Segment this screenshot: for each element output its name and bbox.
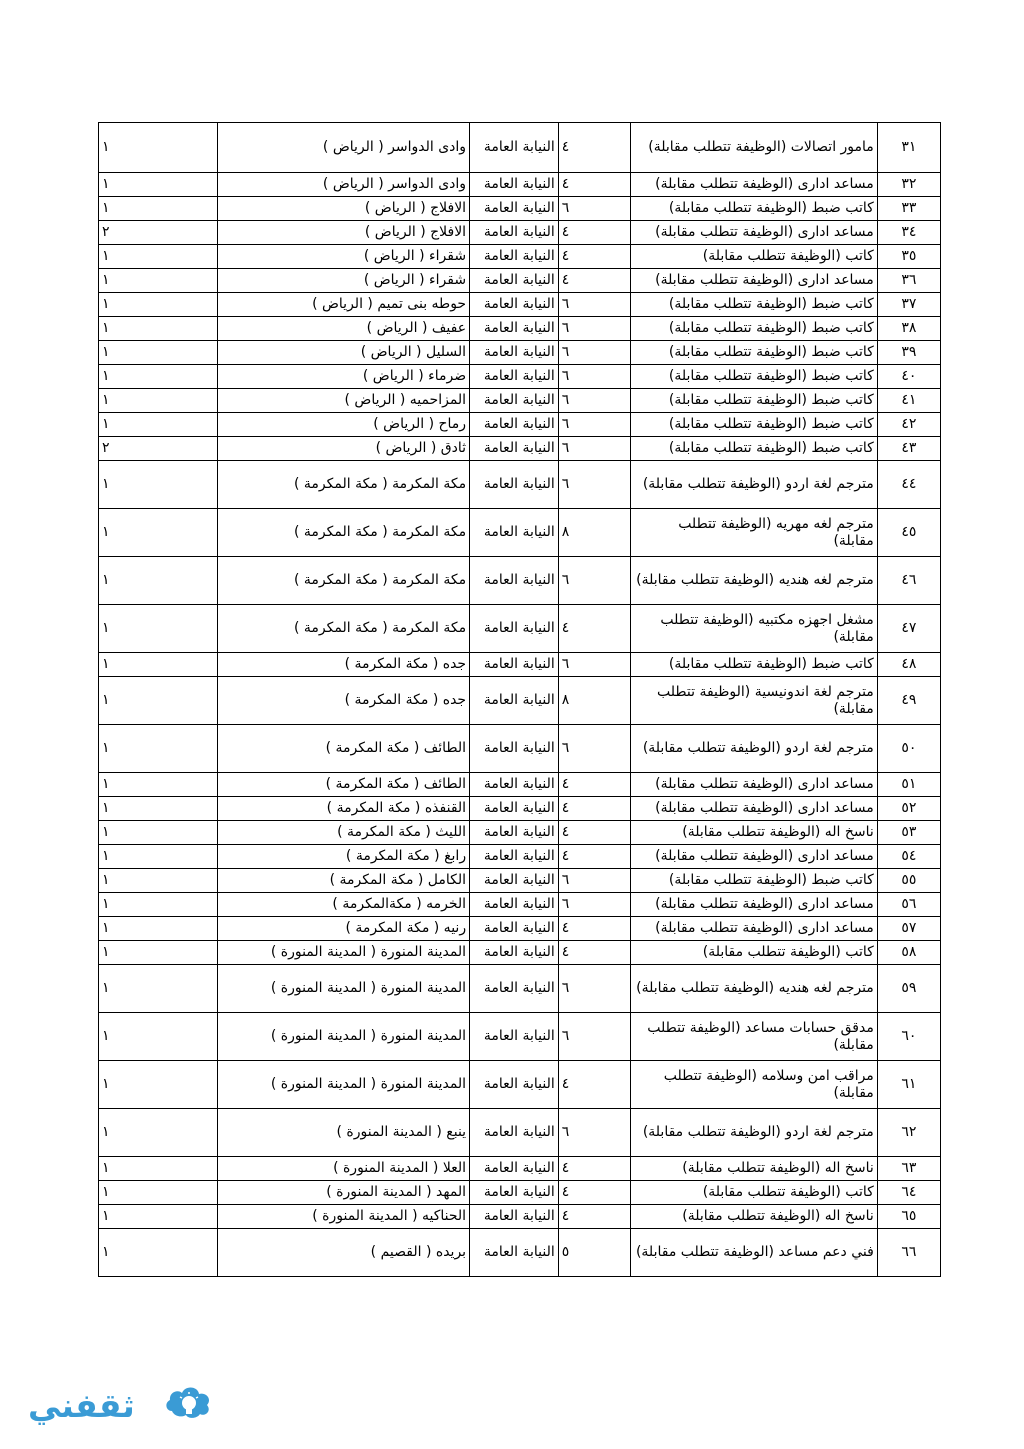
location-cell: الطائف ( مكة المكرمة ) xyxy=(218,773,470,797)
grade-cell: ٦ xyxy=(558,197,630,221)
grade-cell: ٦ xyxy=(558,461,630,509)
department-cell: النيابة العامة xyxy=(470,269,559,293)
location-cell: رابغ ( مكة المكرمة ) xyxy=(218,845,470,869)
grade-cell: ٤ xyxy=(558,1157,630,1181)
location-cell: رنيه ( مكة المكرمة ) xyxy=(218,917,470,941)
vacancy-count-cell: ١ xyxy=(99,1013,218,1061)
row-number-cell: ٦٥ xyxy=(877,1205,940,1229)
location-cell: جده ( مكة المكرمة ) xyxy=(218,653,470,677)
department-cell: النيابة العامة xyxy=(470,797,559,821)
job-title-cell: كاتب ضبط (الوظيفة تتطلب مقابلة) xyxy=(631,293,878,317)
table-row xyxy=(99,221,941,245)
row-number-cell: ٤٣ xyxy=(877,437,940,461)
location-cell: مكة المكرمة ( مكة المكرمة ) xyxy=(218,509,470,557)
grade-cell: ٦ xyxy=(558,341,630,365)
vacancy-count-cell: ١ xyxy=(99,557,218,605)
vacancy-count-cell: ١ xyxy=(99,1157,218,1181)
job-title-cell: ناسخ اله (الوظيفة تتطلب مقابلة) xyxy=(631,1157,878,1181)
grade-cell: ٦ xyxy=(558,965,630,1013)
grade-cell: ٤ xyxy=(558,245,630,269)
job-title-cell: كاتب ضبط (الوظيفة تتطلب مقابلة) xyxy=(631,389,878,413)
row-number-cell: ٦٤ xyxy=(877,1181,940,1205)
vacancy-count-cell: ١ xyxy=(99,773,218,797)
department-cell: النيابة العامة xyxy=(470,605,559,653)
grade-cell: ٤ xyxy=(558,845,630,869)
vacancy-count-cell: ١ xyxy=(99,1181,218,1205)
table-row xyxy=(99,269,941,293)
location-cell: جده ( مكة المكرمة ) xyxy=(218,677,470,725)
job-title-cell: ناسخ اله (الوظيفة تتطلب مقابلة) xyxy=(631,821,878,845)
row-number-cell: ٤٦ xyxy=(877,557,940,605)
job-title-cell: مساعد ادارى (الوظيفة تتطلب مقابلة) xyxy=(631,221,878,245)
location-cell: المدينة المنورة ( المدينة المنورة ) xyxy=(218,965,470,1013)
row-number-cell: ٤٩ xyxy=(877,677,940,725)
location-cell: بريده ( القصيم ) xyxy=(218,1229,470,1277)
vacancy-count-cell: ١ xyxy=(99,845,218,869)
job-title-cell: كاتب (الوظيفة تتطلب مقابلة) xyxy=(631,245,878,269)
table-row xyxy=(99,725,941,773)
grade-cell: ٤ xyxy=(558,605,630,653)
grade-cell: ٤ xyxy=(558,1205,630,1229)
row-number-cell: ٥٥ xyxy=(877,869,940,893)
vacancy-count-cell: ١ xyxy=(99,341,218,365)
department-cell: النيابة العامة xyxy=(470,1181,559,1205)
grade-cell: ٦ xyxy=(558,557,630,605)
row-number-cell: ٦٦ xyxy=(877,1229,940,1277)
job-title-cell: كاتب ضبط (الوظيفة تتطلب مقابلة) xyxy=(631,365,878,389)
location-cell: مكة المكرمة ( مكة المكرمة ) xyxy=(218,461,470,509)
job-title-cell: كاتب ضبط (الوظيفة تتطلب مقابلة) xyxy=(631,341,878,365)
department-cell: النيابة العامة xyxy=(470,197,559,221)
department-cell: النيابة العامة xyxy=(470,123,559,173)
job-title-cell: مترجم لغه مهريه (الوظيفة تتطلب مقابلة) xyxy=(631,509,878,557)
vacancy-count-cell: ١ xyxy=(99,197,218,221)
grade-cell: ٦ xyxy=(558,869,630,893)
location-cell: الافلاج ( الرياض ) xyxy=(218,221,470,245)
department-cell: النيابة العامة xyxy=(470,869,559,893)
grade-cell: ٦ xyxy=(558,413,630,437)
row-number-cell: ٣٨ xyxy=(877,317,940,341)
grade-cell: ٦ xyxy=(558,653,630,677)
department-cell: النيابة العامة xyxy=(470,893,559,917)
grade-cell: ٨ xyxy=(558,677,630,725)
grade-cell: ٦ xyxy=(558,437,630,461)
department-cell: النيابة العامة xyxy=(470,389,559,413)
department-cell: النيابة العامة xyxy=(470,413,559,437)
department-cell: النيابة العامة xyxy=(470,245,559,269)
grade-cell: ٤ xyxy=(558,221,630,245)
row-number-cell: ٤٤ xyxy=(877,461,940,509)
row-number-cell: ٦٢ xyxy=(877,1109,940,1157)
grade-cell: ٥ xyxy=(558,1229,630,1277)
location-cell: الكامل ( مكة المكرمة ) xyxy=(218,869,470,893)
row-number-cell: ٣٥ xyxy=(877,245,940,269)
vacancy-count-cell: ٢ xyxy=(99,437,218,461)
table-row xyxy=(99,821,941,845)
row-number-cell: ٤٧ xyxy=(877,605,940,653)
department-cell: النيابة العامة xyxy=(470,677,559,725)
table-row xyxy=(99,123,941,173)
row-number-cell: ٣٩ xyxy=(877,341,940,365)
location-cell: القنفذه ( مكة المكرمة ) xyxy=(218,797,470,821)
job-title-cell: مامور اتصالات (الوظيفة تتطلب مقابلة) xyxy=(631,123,878,173)
lightbulb-icon xyxy=(162,1381,216,1431)
vacancy-count-cell: ١ xyxy=(99,245,218,269)
table-row xyxy=(99,1061,941,1109)
row-number-cell: ٤٥ xyxy=(877,509,940,557)
grade-cell: ٦ xyxy=(558,365,630,389)
grade-cell: ٤ xyxy=(558,917,630,941)
job-title-cell: مترجم لغه هنديه (الوظيفة تتطلب مقابلة) xyxy=(631,965,878,1013)
location-cell: الخرمه ( مكةالمكرمة ) xyxy=(218,893,470,917)
department-cell: النيابة العامة xyxy=(470,365,559,389)
job-title-cell: كاتب ضبط (الوظيفة تتطلب مقابلة) xyxy=(631,413,878,437)
vacancy-count-cell: ١ xyxy=(99,965,218,1013)
row-number-cell: ٦٣ xyxy=(877,1157,940,1181)
department-cell: النيابة العامة xyxy=(470,173,559,197)
job-title-cell: فني دعم مساعد (الوظيفة تتطلب مقابلة) xyxy=(631,1229,878,1277)
table-row xyxy=(99,293,941,317)
job-title-cell: مترجم لغة اردو (الوظيفة تتطلب مقابلة) xyxy=(631,1109,878,1157)
row-number-cell: ٤١ xyxy=(877,389,940,413)
vacancy-count-cell: ١ xyxy=(99,461,218,509)
department-cell: النيابة العامة xyxy=(470,461,559,509)
vacancy-count-cell: ١ xyxy=(99,173,218,197)
vacancy-count-cell: ١ xyxy=(99,1061,218,1109)
row-number-cell: ٦١ xyxy=(877,1061,940,1109)
department-cell: النيابة العامة xyxy=(470,341,559,365)
job-title-cell: مساعد ادارى (الوظيفة تتطلب مقابلة) xyxy=(631,797,878,821)
job-title-cell: كاتب (الوظيفة تتطلب مقابلة) xyxy=(631,1181,878,1205)
location-cell: رماح ( الرياض ) xyxy=(218,413,470,437)
table-row xyxy=(99,1181,941,1205)
row-number-cell: ٣٧ xyxy=(877,293,940,317)
logo-text: ثقفني xyxy=(28,1386,135,1425)
grade-cell: ٦ xyxy=(558,1109,630,1157)
department-cell: النيابة العامة xyxy=(470,437,559,461)
job-title-cell: مترجم لغة اندونيسية (الوظيفة تتطلب مقابلة) xyxy=(631,677,878,725)
table-row xyxy=(99,941,941,965)
department-cell: النيابة العامة xyxy=(470,1157,559,1181)
job-title-cell: مساعد ادارى (الوظيفة تتطلب مقابلة) xyxy=(631,773,878,797)
table-row xyxy=(99,461,941,509)
grade-cell: ٤ xyxy=(558,941,630,965)
job-title-cell: مساعد ادارى (الوظيفة تتطلب مقابلة) xyxy=(631,845,878,869)
job-title-cell: مساعد ادارى (الوظيفة تتطلب مقابلة) xyxy=(631,893,878,917)
vacancy-count-cell: ١ xyxy=(99,941,218,965)
row-number-cell: ٤٢ xyxy=(877,413,940,437)
table-row xyxy=(99,917,941,941)
table-row xyxy=(99,773,941,797)
table-row xyxy=(99,1109,941,1157)
table-row xyxy=(99,437,941,461)
grade-cell: ٤ xyxy=(558,173,630,197)
table-row xyxy=(99,1157,941,1181)
vacancy-count-cell: ١ xyxy=(99,317,218,341)
row-number-cell: ٥١ xyxy=(877,773,940,797)
location-cell: الطائف ( مكة المكرمة ) xyxy=(218,725,470,773)
department-cell: النيابة العامة xyxy=(470,725,559,773)
table-row xyxy=(99,1229,941,1277)
location-cell: المدينة المنورة ( المدينة المنورة ) xyxy=(218,1013,470,1061)
location-cell: شقراء ( الرياض ) xyxy=(218,269,470,293)
location-cell: مكة المكرمة ( مكة المكرمة ) xyxy=(218,605,470,653)
table-row xyxy=(99,893,941,917)
location-cell: المهد ( المدينة المنورة ) xyxy=(218,1181,470,1205)
location-cell: الليث ( مكة المكرمة ) xyxy=(218,821,470,845)
vacancy-count-cell: ١ xyxy=(99,389,218,413)
row-number-cell: ٣١ xyxy=(877,123,940,173)
department-cell: النيابة العامة xyxy=(470,653,559,677)
location-cell: وادى الدواسر ( الرياض ) xyxy=(218,123,470,173)
site-logo xyxy=(28,1378,218,1434)
vacancy-count-cell: ١ xyxy=(99,917,218,941)
job-title-cell: مراقب امن وسلامه (الوظيفة تتطلب مقابلة) xyxy=(631,1061,878,1109)
job-title-cell: مساعد ادارى (الوظيفة تتطلب مقابلة) xyxy=(631,269,878,293)
grade-cell: ٤ xyxy=(558,797,630,821)
location-cell: الحناكيه ( المدينة المنورة ) xyxy=(218,1205,470,1229)
department-cell: النيابة العامة xyxy=(470,221,559,245)
row-number-cell: ٣٣ xyxy=(877,197,940,221)
department-cell: النيابة العامة xyxy=(470,1109,559,1157)
table-row xyxy=(99,245,941,269)
job-title-cell: مساعد ادارى (الوظيفة تتطلب مقابلة) xyxy=(631,173,878,197)
table-row xyxy=(99,317,941,341)
table-row xyxy=(99,845,941,869)
table-row xyxy=(99,605,941,653)
vacancy-count-cell: ١ xyxy=(99,1109,218,1157)
grade-cell: ٤ xyxy=(558,821,630,845)
location-cell: ضرماء ( الرياض ) xyxy=(218,365,470,389)
vacancy-count-cell: ١ xyxy=(99,123,218,173)
table-row xyxy=(99,965,941,1013)
row-number-cell: ٥٢ xyxy=(877,797,940,821)
department-cell: النيابة العامة xyxy=(470,317,559,341)
row-number-cell: ٤٨ xyxy=(877,653,940,677)
vacancy-count-cell: ١ xyxy=(99,1229,218,1277)
vacancy-count-cell: ١ xyxy=(99,293,218,317)
vacancy-count-cell: ١ xyxy=(99,653,218,677)
vacancy-count-cell: ١ xyxy=(99,893,218,917)
vacancy-count-cell: ١ xyxy=(99,677,218,725)
job-title-cell: كاتب ضبط (الوظيفة تتطلب مقابلة) xyxy=(631,197,878,221)
grade-cell: ٤ xyxy=(558,123,630,173)
department-cell: النيابة العامة xyxy=(470,293,559,317)
vacancy-count-cell: ١ xyxy=(99,797,218,821)
location-cell: المدينة المنورة ( المدينة المنورة ) xyxy=(218,1061,470,1109)
job-title-cell: كاتب ضبط (الوظيفة تتطلب مقابلة) xyxy=(631,653,878,677)
table-row xyxy=(99,677,941,725)
location-cell: العلا ( المدينة المنورة ) xyxy=(218,1157,470,1181)
grade-cell: ٦ xyxy=(558,893,630,917)
row-number-cell: ٥٠ xyxy=(877,725,940,773)
vacancy-count-cell: ١ xyxy=(99,413,218,437)
grade-cell: ٤ xyxy=(558,1181,630,1205)
job-title-cell: كاتب ضبط (الوظيفة تتطلب مقابلة) xyxy=(631,317,878,341)
job-title-cell: ناسخ اله (الوظيفة تتطلب مقابلة) xyxy=(631,1205,878,1229)
row-number-cell: ٣٤ xyxy=(877,221,940,245)
location-cell: حوطه بنى تميم ( الرياض ) xyxy=(218,293,470,317)
table-row xyxy=(99,197,941,221)
vacancy-count-cell: ١ xyxy=(99,821,218,845)
row-number-cell: ٥٩ xyxy=(877,965,940,1013)
vacancy-count-cell: ٢ xyxy=(99,221,218,245)
department-cell: النيابة العامة xyxy=(470,1013,559,1061)
table-row xyxy=(99,365,941,389)
grade-cell: ٦ xyxy=(558,725,630,773)
job-title-cell: كاتب ضبط (الوظيفة تتطلب مقابلة) xyxy=(631,869,878,893)
jobs-table xyxy=(98,122,941,1277)
department-cell: النيابة العامة xyxy=(470,773,559,797)
location-cell: السليل ( الرياض ) xyxy=(218,341,470,365)
department-cell: النيابة العامة xyxy=(470,917,559,941)
job-title-cell: مشغل اجهزه مكتبيه (الوظيفة تتطلب مقابلة) xyxy=(631,605,878,653)
table-row xyxy=(99,1013,941,1061)
grade-cell: ٤ xyxy=(558,269,630,293)
job-title-cell: مدقق حسابات مساعد (الوظيفة تتطلب مقابلة) xyxy=(631,1013,878,1061)
department-cell: النيابة العامة xyxy=(470,821,559,845)
row-number-cell: ٦٠ xyxy=(877,1013,940,1061)
table-row xyxy=(99,869,941,893)
vacancy-count-cell: ١ xyxy=(99,1205,218,1229)
vacancy-count-cell: ١ xyxy=(99,509,218,557)
location-cell: ينبع ( المدينة المنورة ) xyxy=(218,1109,470,1157)
table-row xyxy=(99,797,941,821)
department-cell: النيابة العامة xyxy=(470,941,559,965)
vacancy-count-cell: ١ xyxy=(99,365,218,389)
grade-cell: ٦ xyxy=(558,317,630,341)
vacancy-count-cell: ١ xyxy=(99,725,218,773)
department-cell: النيابة العامة xyxy=(470,1205,559,1229)
department-cell: النيابة العامة xyxy=(470,557,559,605)
location-cell: وادى الدواسر ( الرياض ) xyxy=(218,173,470,197)
location-cell: الافلاج ( الرياض ) xyxy=(218,197,470,221)
row-number-cell: ٥٤ xyxy=(877,845,940,869)
grade-cell: ٤ xyxy=(558,1061,630,1109)
row-number-cell: ٤٠ xyxy=(877,365,940,389)
job-title-cell: مترجم لغة اردو (الوظيفة تتطلب مقابلة) xyxy=(631,461,878,509)
department-cell: النيابة العامة xyxy=(470,1061,559,1109)
grade-cell: ٦ xyxy=(558,1013,630,1061)
location-cell: شقراء ( الرياض ) xyxy=(218,245,470,269)
vacancy-count-cell: ١ xyxy=(99,269,218,293)
vacancy-count-cell: ١ xyxy=(99,605,218,653)
location-cell: مكة المكرمة ( مكة المكرمة ) xyxy=(218,557,470,605)
table-row xyxy=(99,341,941,365)
job-title-cell: مترجم لغة اردو (الوظيفة تتطلب مقابلة) xyxy=(631,725,878,773)
table-row xyxy=(99,173,941,197)
table-row xyxy=(99,653,941,677)
row-number-cell: ٥٣ xyxy=(877,821,940,845)
job-title-cell: كاتب ضبط (الوظيفة تتطلب مقابلة) xyxy=(631,437,878,461)
grade-cell: ٦ xyxy=(558,293,630,317)
table-row xyxy=(99,413,941,437)
department-cell: النيابة العامة xyxy=(470,965,559,1013)
row-number-cell: ٥٨ xyxy=(877,941,940,965)
grade-cell: ٦ xyxy=(558,389,630,413)
grade-cell: ٤ xyxy=(558,773,630,797)
vacancy-count-cell: ١ xyxy=(99,869,218,893)
grade-cell: ٨ xyxy=(558,509,630,557)
department-cell: النيابة العامة xyxy=(470,1229,559,1277)
job-title-cell: مساعد ادارى (الوظيفة تتطلب مقابلة) xyxy=(631,917,878,941)
location-cell: المدينة المنورة ( المدينة المنورة ) xyxy=(218,941,470,965)
table-row xyxy=(99,509,941,557)
row-number-cell: ٥٦ xyxy=(877,893,940,917)
table-row xyxy=(99,389,941,413)
row-number-cell: ٣٢ xyxy=(877,173,940,197)
location-cell: المزاحميه ( الرياض ) xyxy=(218,389,470,413)
job-title-cell: مترجم لغه هنديه (الوظيفة تتطلب مقابلة) xyxy=(631,557,878,605)
jobs-table-body xyxy=(99,123,941,1277)
table-row xyxy=(99,557,941,605)
row-number-cell: ٥٧ xyxy=(877,917,940,941)
location-cell: ثادق ( الرياض ) xyxy=(218,437,470,461)
department-cell: النيابة العامة xyxy=(470,845,559,869)
table-row xyxy=(99,1205,941,1229)
job-title-cell: كاتب (الوظيفة تتطلب مقابلة) xyxy=(631,941,878,965)
location-cell: عفيف ( الرياض ) xyxy=(218,317,470,341)
row-number-cell: ٣٦ xyxy=(877,269,940,293)
department-cell: النيابة العامة xyxy=(470,509,559,557)
